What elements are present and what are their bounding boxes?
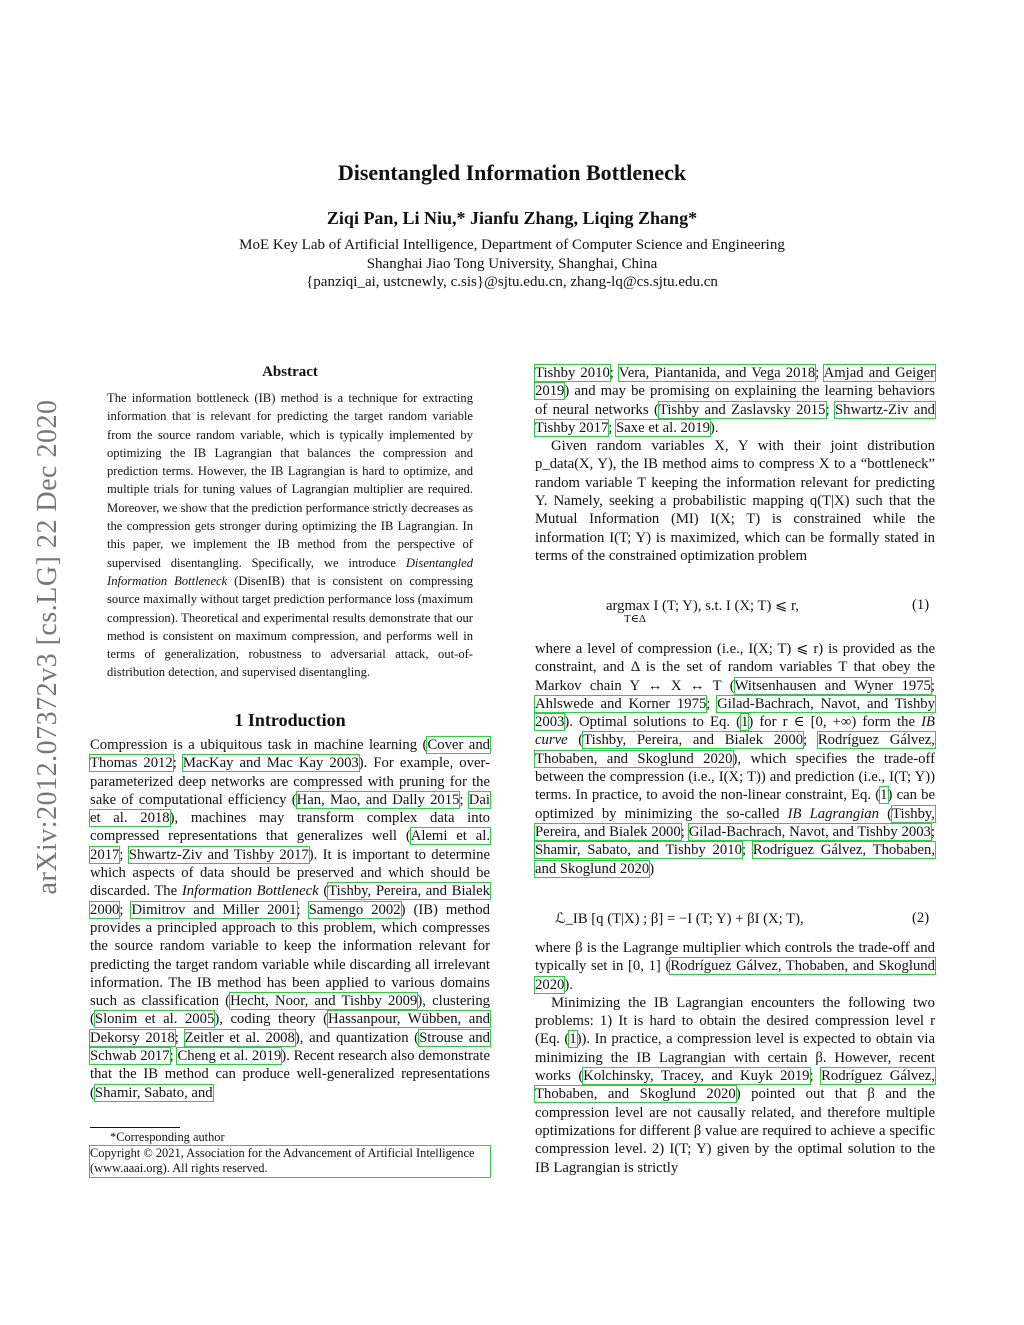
citation-link[interactable]: Dai et al. 2018: [90, 791, 490, 827]
citation-link[interactable]: Tishby 2010: [535, 365, 610, 381]
citation-link[interactable]: Cover and Thomas 2012: [90, 737, 491, 772]
citation-link[interactable]: Shwartz-Ziv and Tishby 2017: [535, 401, 936, 436]
body-paragraph: Given random variables X, Y with their joint distribution p_data(X, Y), the IB method aims to compress X to a “bottleneck” random variable T keeping the information relevant for predicting Y. Namely, seeking a probabilistic mapping q(T|X) such that the Mutual Information (MI) I(X; T) is constrained while the information I(T; Y) is maximized, which can be formally stated in terms of the constrained optimization problem: [535, 438, 935, 564]
paper-title: Disentangled Information Bottleneck: [337, 160, 687, 185]
citation-link[interactable]: Alemi et al. 2017: [90, 828, 490, 863]
equation-2: ℒ_IB [q (T|X) ; β] = −I (T; Y) + βI (X; T),: [555, 911, 804, 927]
body-paragraph: where β is the Lagrange multiplier which controls the trade-off and typically set in [0, 1] (Rodríguez Gálvez, Thobaben, and Skoglund 2020).: [535, 940, 935, 993]
arxiv-stamp: [20, 347, 75, 947]
equation-ref-link[interactable]: 1: [880, 787, 888, 804]
citation-link[interactable]: Amjad and Geiger 2019: [535, 365, 935, 400]
citation-link[interactable]: Hecht, Noor, and Tishby 2009: [230, 993, 418, 1010]
citation-link[interactable]: Tishby and Zaslavsky 2015: [658, 401, 826, 418]
right-column-top: [535, 364, 935, 565]
citation-link[interactable]: Slonim et al. 2005: [94, 1011, 215, 1028]
citation-link[interactable]: Rodríguez Gálvez, Thobaben, and Skoglund 2020: [535, 958, 935, 993]
citation-link[interactable]: Rodríguez Gálvez, Thobaben, and Skoglund 2020: [535, 842, 935, 877]
citation-link[interactable]: Shwartz-Ziv and Tishby 2017: [128, 846, 309, 863]
citation-link[interactable]: Dimitrov and Miller 2001: [131, 901, 297, 918]
affiliation-line: MoE Key Lab of Artificial Intelligence, Department of Computer Science and Engineering: [239, 237, 785, 253]
citation-link[interactable]: Vera, Piantanida, and Vega 2018: [618, 365, 816, 381]
citation-link[interactable]: Strouse and Schwab 2017: [90, 1029, 490, 1065]
citation-link[interactable]: MacKay and Mac Kay 2003: [182, 755, 359, 772]
citation-link[interactable]: Zeitler et al. 2008: [184, 1029, 295, 1046]
citation-link[interactable]: Tishby, Pereira, and Bialek 2000: [535, 805, 935, 840]
citation-link[interactable]: Gilad-Bachrach, Navot, and Tishby 2003: [688, 823, 931, 840]
right-column-middle: where a level of compression (i.e., I(X; T) ⩽ r) is provided as the constraint, and Δ is the set of random variables T that obey the Markov chain Y ↔ X ↔ T (Witsenhausen and Wyner 1975; Ahlswede and Korner 1975; Gilad-Bachrach, Navot, and Tishby 2003). Optimal solutions to Eq. (1) for r ∈ [0, +∞) form the IB curve (Tishby, Pereira, and Bialek 2000; Rodríguez Gálvez, Thobaben, and Skoglund 2020), which specifies the trade-off between the compression (i.e., I(X; T)) and prediction (i.e., I(T; Y)) terms. In practice, to avoid the non-linear constraint, Eq. (1) can be optimized by minimizing the so-called IB Lagrangian (Tishby, Pereira, and Bialek 2000; Gilad-Bachrach, Navot, and Tishby 2003; Shamir, Sabato, and Tishby 2010; Rodríguez Gálvez, Thobaben, and Skoglund 2020): [535, 641, 935, 877]
footnote-corresponding: *Corresponding author: [110, 1130, 225, 1144]
equation-ref-link[interactable]: 1: [569, 1031, 577, 1048]
citation-link[interactable]: Kolchinsky, Tracey, and Kuyk 2019: [583, 1068, 810, 1085]
abstract-text: The information bottleneck (IB) method is a technique for extracting information that is relevant for predicting the target random variable from the source random variable, which is typically implemented by optimizing the IB Lagrangian that balances the compression and prediction terms. However, the IB Lagrangian is hard to optimize, and multiple trials for tuning values of Lagrangian multiplier are required. Moreover, we show that the prediction performance strictly decreases as the compression gets stronger during optimizing the IB Lagrangian. In this paper, we implement the IB method from the perspective of supervised disentangling. Specifically, we introduce Disentangled Information Bottleneck (DisenIB) that is consistent on compressing source maximally without target prediction performance loss (maximum compression). Theoretical and experimental results demonstrate that our method is consistent on maximum compression, and performs well in terms of generalization, robustness to adversarial attack, out-of-distribution detection, and supervised disentangling.: [107, 391, 473, 680]
citation-link[interactable]: Samengo 2002: [308, 901, 401, 918]
equation-ref-link[interactable]: 1: [741, 714, 749, 731]
equation-1-subscript: T∈Δ: [624, 613, 646, 625]
citation-link[interactable]: Cheng et al. 2019: [177, 1048, 282, 1065]
equation-2-number: (2): [912, 910, 930, 926]
author-list: Ziqi Pan, Li Niu,* Jianfu Zhang, Liqing Zhang*: [326, 208, 698, 228]
citation-link[interactable]: Shamir, Sabato, and: [94, 1084, 213, 1101]
equation-1-number: (1): [912, 597, 930, 613]
citation-link[interactable]: Hassanpour, Wübben, and Dekorsy 2018: [90, 1011, 491, 1046]
citation-link[interactable]: Shamir, Sabato, and Tishby 2010: [535, 842, 742, 859]
author-emails: {panziqi_ai, ustcnewly, c.sis}@sjtu.edu.cn, zhang-lq@cs.sjtu.edu.cn: [306, 274, 718, 290]
section-heading-introduction: 1 Introduction: [234, 710, 346, 730]
copyright-link[interactable]: Copyright © 2021, Association for the Advancement of Artificial Intelligence (www.aaai.org). All rights reserved.: [90, 1146, 490, 1177]
equation-1: argmax I (T; Y), s.t. I (X; T) ⩽ r, T∈Δ: [606, 598, 799, 625]
body-paragraph: Minimizing the IB Lagrangian encounters the following two problems: 1) It is hard to obtain the desired compression level r (Eq. (1)). In practice, a compression level is expected to obtain via minimizing the IB Lagrangian with certain β. However, recent works (Kolchinsky, Tracey, and Kuyk 2019; Rodríguez Gálvez, Thobaben, and Skoglund 2020) pointed out that β and the compression level are not causally related, and therefore multiple optimizations for different β value are required to achieve a specific compression level. 2) I(T; Y) given by the optimal solution to the IB Lagrangian is strictly: [535, 994, 935, 1176]
citation-link[interactable]: Han, Mao, and Dally 2015: [296, 791, 460, 808]
affiliation-line: Shanghai Jiao Tong University, Shanghai, China: [366, 256, 658, 272]
citation-link[interactable]: Witsenhausen and Wyner 1975: [734, 677, 931, 694]
footnote-rule: [90, 1127, 180, 1128]
continued-paragraph: Tishby 2010; Vera, Piantanida, and Vega 2018; Amjad and Geiger 2019) and may be promising on explaining the learning behaviors of neural networks (Tishby and Zaslavsky 2015; Shwartz-Ziv and Tishby 2017; Saxe et al. 2019).: [535, 365, 936, 436]
citation-link[interactable]: Rodríguez Gálvez, Thobaben, and Skoglund 2020: [535, 1068, 935, 1103]
citation-link[interactable]: Tishby, Pereira, and Bialek 2000: [583, 732, 804, 749]
citation-link[interactable]: Rodríguez Gálvez, Thobaben, and Skoglund 2020: [535, 732, 935, 767]
introduction-paragraph: Compression is a ubiquitous task in machine learning (Cover and Thomas 2012; MacKay and Mac Kay 2003). For example, over-parameterized deep networks are compressed with pruning for the sake of computational efficiency (Han, Mao, and Dally 2015; Dai et al. 2018), machines may transform complex data into compressed representations that generalizes well (Alemi et al. 2017; Shwartz-Ziv and Tishby 2017). It is important to determine which aspects of data should be preserved and which should be discarded. The Information Bottleneck (Tishby, Pereira, and Bialek 2000; Dimitrov and Miller 2001; Samengo 2002) (IB) method provides a principled approach to this problem, which compresses the source random variable to keep the information relevant for predicting the target random variable while discarding all irrelevant information. The IB method has been applied to various domains such as classification (Hecht, Noor, and Tishby 2009), clustering (Slonim et al. 2005), coding theory (Hassanpour, Wübben, and Dekorsy 2018; Zeitler et al. 2008), and quantization (Strouse and Schwab 2017; Cheng et al. 2019). Recent research also demonstrate that the IB method can produce well-generalized representations (Shamir, Sabato, and: [90, 737, 491, 1101]
citation-link[interactable]: Gilad-Bachrach, Navot, and Tishby 2003: [535, 695, 935, 731]
abstract-heading: Abstract: [262, 364, 318, 380]
footnote: [90, 1130, 490, 1177]
citation-link[interactable]: Ahlswede and Korner 1975: [535, 695, 707, 712]
arxiv-id: arXiv:2012.07372v3 [cs.LG] 22 Dec 2020: [31, 399, 63, 895]
right-column-bottom: [535, 939, 935, 1177]
citation-link[interactable]: Saxe et al. 2019: [616, 419, 710, 436]
citation-link[interactable]: Tishby, Pereira, and Bialek 2000: [90, 883, 490, 918]
